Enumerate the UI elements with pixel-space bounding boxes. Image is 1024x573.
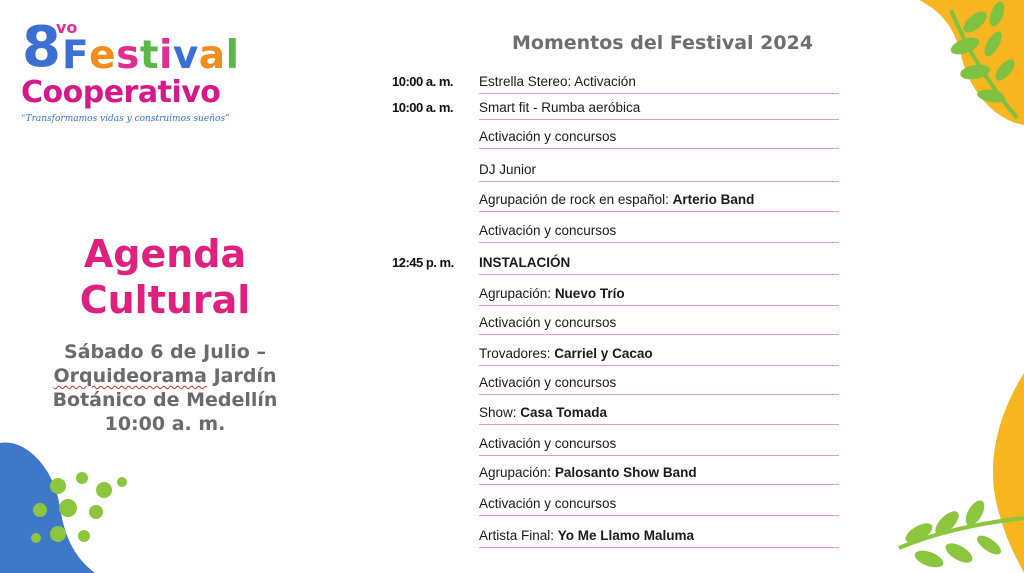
schedule-activity-label: DJ Junior	[479, 162, 537, 177]
schedule-activity	[479, 496, 839, 516]
logo-word-festival	[62, 33, 240, 78]
schedule-row	[392, 346, 840, 368]
schedule-activity	[479, 255, 839, 275]
event-info	[30, 340, 300, 437]
schedule-title: Momentos del Festival 2024	[512, 32, 814, 54]
schedule-activity	[479, 162, 839, 182]
schedule-activity-label: Trovadores:	[479, 346, 555, 361]
schedule-row	[392, 286, 840, 308]
event-date: Sábado 6 de Julio –	[64, 341, 266, 363]
logo-ordinal: vo	[56, 18, 78, 37]
schedule-activity-label: Show:	[479, 405, 521, 420]
schedule-row	[392, 405, 840, 427]
schedule-activity-highlight: INSTALACIÓN	[479, 255, 571, 270]
schedule-row	[392, 74, 840, 96]
schedule-row	[392, 100, 840, 122]
schedule-activity-label: Activación y concursos	[479, 496, 617, 511]
logo-letter: v	[172, 33, 199, 78]
schedule-row	[392, 315, 840, 337]
logo-word-cooperativo: Cooperativo	[21, 75, 221, 110]
schedule-activity	[479, 286, 839, 306]
schedule-activity-label: Activación y concursos	[479, 436, 617, 451]
event-venue-line2: Botánico de Medellín	[52, 389, 278, 412]
schedule-activity-label: Activación y concursos	[479, 315, 617, 330]
schedule-activity-highlight: Yo Me Llamo Maluma	[557, 528, 695, 543]
schedule-activity	[479, 405, 839, 425]
schedule-activity-label: Agrupación:	[479, 286, 555, 301]
event-venue-word: Orquideorama	[53, 365, 207, 388]
schedule-activity	[479, 436, 839, 456]
logo-letter: a	[198, 33, 226, 78]
agenda-title-line1: Agenda	[83, 232, 247, 276]
schedule-activity-label: Artista Final:	[479, 528, 558, 543]
logo-number: 8	[22, 15, 61, 80]
event-time: 10:00 a. m.	[104, 413, 226, 436]
schedule-row	[392, 465, 840, 487]
festival-logo	[20, 14, 245, 129]
schedule-activity-label: Activación y concursos	[479, 375, 617, 390]
logo-tagline: “Transformamos vidas y construimos sueños”	[21, 114, 230, 124]
schedule-activity-highlight: Casa Tomada	[520, 405, 608, 420]
schedule-activity	[479, 375, 839, 395]
schedule-activity-label: Activación y concursos	[479, 129, 617, 144]
logo-letter: l	[225, 33, 240, 78]
schedule-activity-label: Activación y concursos	[479, 223, 617, 238]
schedule-activity	[479, 129, 839, 149]
schedule-activity	[479, 528, 839, 548]
logo-letter: t	[139, 33, 159, 78]
schedule-activity	[479, 315, 839, 335]
agenda-title	[30, 232, 300, 323]
schedule-time: 12:45 p. m.	[392, 255, 454, 270]
decorative-leaves-bottom-right	[889, 373, 1024, 573]
schedule-time: 10:00 a. m.	[392, 100, 453, 115]
schedule-activity-label: Agrupación:	[479, 465, 555, 480]
decorative-leaves-top-right	[899, 0, 1024, 125]
logo-letter: s	[116, 33, 140, 78]
schedule-activity-highlight: Carriel y Cacao	[554, 346, 653, 361]
schedule-row	[392, 375, 840, 397]
schedule-row	[392, 223, 840, 245]
schedule-activity-highlight: Palosanto Show Band	[554, 465, 697, 480]
event-venue-word2: Jardín	[213, 365, 277, 388]
schedule-activity-label: Smart fit - Rumba aeróbica	[479, 100, 641, 115]
schedule-activity-label: Estrella Stereo: Activación	[479, 74, 636, 89]
logo-letter: F	[62, 33, 90, 78]
schedule-activity	[479, 100, 839, 120]
logo-letter: i	[158, 33, 173, 78]
schedule-activity-label: Agrupación de rock en español:	[479, 192, 673, 207]
schedule-time: 10:00 a. m.	[392, 74, 453, 89]
schedule-row	[392, 129, 840, 151]
schedule-activity	[479, 74, 839, 94]
schedule-row	[392, 436, 840, 458]
logo-letter: e	[89, 33, 117, 78]
schedule-row	[392, 162, 840, 184]
schedule-activity-highlight: Nuevo Trío	[554, 286, 625, 301]
schedule-activity	[479, 223, 839, 243]
schedule-activity	[479, 346, 839, 366]
schedule-row	[392, 255, 840, 277]
event-venue-line1	[30, 364, 300, 388]
schedule-activity	[479, 465, 839, 485]
agenda-title-line2: Cultural	[79, 277, 251, 322]
decorative-dots-bottom-left	[0, 438, 140, 573]
schedule-row	[392, 496, 840, 518]
schedule-activity-highlight: Arterio Band	[672, 192, 755, 207]
schedule-row	[392, 192, 840, 214]
schedule-row	[392, 528, 840, 550]
schedule-activity	[479, 192, 839, 212]
